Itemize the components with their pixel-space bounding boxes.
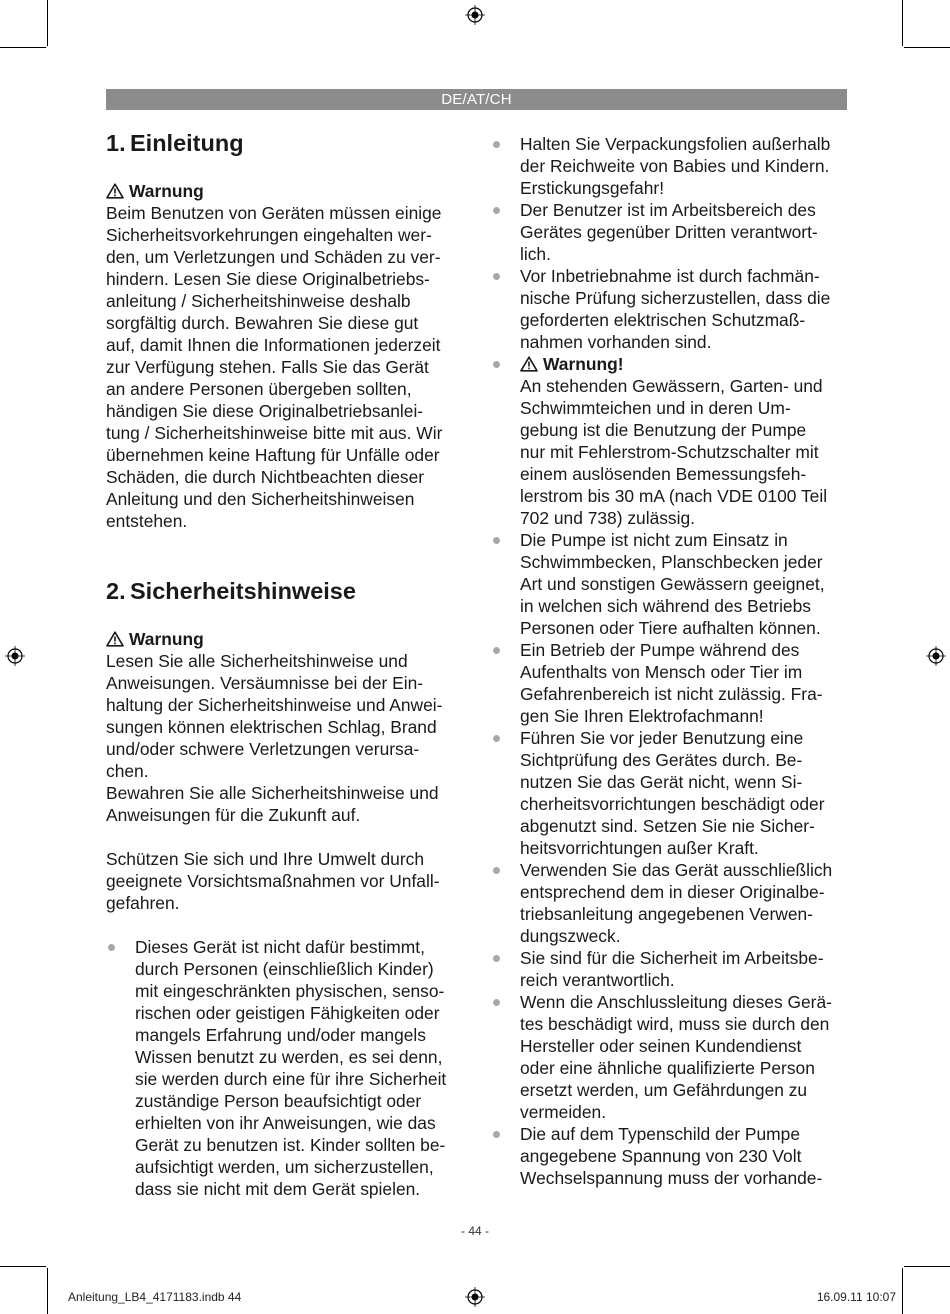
text-line: lerstrom bis 30 mA (nach VDE 0100 Teil [520, 486, 828, 506]
text-line: Dieses Gerät ist nicht dafür bestimmt, [135, 937, 425, 957]
text-line: Erstickungsgefahr! [520, 178, 665, 198]
text-line: Bewahren Sie alle Sicherheitshinweise und [106, 783, 439, 803]
text-line: Art und sonstigen Gewässern geeignet, [520, 574, 825, 594]
text-line: nahmen vorhanden sind. [520, 332, 712, 352]
bullet-dot-icon [493, 999, 500, 1006]
bullet-dot-icon [108, 944, 115, 951]
bullet-dot-icon [493, 273, 500, 280]
section-number: 2. [106, 578, 126, 604]
text-line: Anweisungen für die Zukunft auf. [106, 805, 361, 825]
text-line: tes beschädigt wird, muss sie durch den [520, 1014, 830, 1034]
text-line: zuständige Person beaufsichtigt oder [135, 1091, 422, 1111]
text-line: ersetzt werden, um Gefährdungen zu [520, 1080, 808, 1100]
text-line: vermeiden. [520, 1102, 607, 1122]
crop-mark [0, 1266, 46, 1267]
text-line: Sie sind für die Sicherheit im Arbeitsbe- [520, 948, 824, 968]
text-line: anleitung / Sicherheitshinweise deshalb [106, 291, 411, 311]
intro-paragraph [106, 202, 468, 532]
text-line: mit eingeschränkten physischen, senso- [135, 981, 445, 1001]
text-line: Verwenden Sie das Gerät ausschließlich [520, 860, 833, 880]
text-line: Halten Sie Verpackungsfolien außerhalb [520, 134, 831, 154]
bullet-dot-icon [493, 735, 500, 742]
bullet-dot-icon [493, 207, 500, 214]
text-line: händigen Sie diese Originalbetriebsanlei- [106, 401, 424, 421]
list-item [491, 991, 851, 1123]
text-line: in welchen sich während des Betriebs [520, 596, 811, 616]
bullet-dot-icon [493, 955, 500, 962]
text-line: reich verantwortlich. [520, 970, 675, 990]
text-line: zur Verfügung stehen. Falls Sie das Gerät [106, 357, 429, 377]
text-line: cherheitsvorrichtungen beschädigt oder [520, 794, 825, 814]
text-line: durch Personen (einschließlich Kinder) [135, 959, 434, 979]
text-line: nische Prüfung sicherzustellen, dass die [520, 288, 831, 308]
text-line: Anweisungen. Versäumnisse bei der Ein- [106, 673, 424, 693]
text-line: Vor Inbetriebnahme ist durch fachmän- [520, 266, 820, 286]
text-line: gefahren. [106, 893, 180, 913]
text-line: Anleitung und den Sicherheitshinweisen [106, 489, 415, 509]
text-line: lich. [520, 244, 551, 264]
text-line: Der Benutzer ist im Arbeitsbereich des [520, 200, 816, 220]
text-line: übernehmen keine Haftung für Unfälle oder [106, 445, 440, 465]
list-item [491, 353, 851, 529]
text-line: Wissen benutzt zu werden, es sei denn, [135, 1047, 443, 1067]
warning-heading [106, 180, 468, 202]
text-line: geeignete Vorsichtsmaßnahmen vor Unfall- [106, 871, 440, 891]
text-line: haltung der Sicherheitshinweise und Anwei- [106, 695, 443, 715]
warning-label: Warnung [129, 181, 204, 201]
text-line: der Reichweite von Babies und Kindern. [520, 156, 830, 176]
text-line: mangels Erfahrung und/oder mangels [135, 1025, 426, 1045]
text-line: triebsanleitung angegebenen Verwen- [520, 904, 813, 924]
registration-mark-icon [926, 646, 946, 666]
safety-paragraph [106, 848, 468, 914]
text-line: Sichtprüfung des Gerätes durch. Be- [520, 750, 803, 770]
crop-mark [47, 0, 48, 46]
list-item [491, 1123, 851, 1189]
text-line: auf, damit Ihnen die Informationen jederzeit [106, 335, 441, 355]
text-line: Hersteller oder seinen Kundendienst [520, 1036, 802, 1056]
bullet-dot-icon [493, 141, 500, 148]
section-heading [106, 576, 468, 606]
text-line: Schwimmteichen und in deren Um- [520, 398, 791, 418]
list-item [491, 133, 851, 199]
text-line: sorgfältig durch. Bewahren Sie diese gut [106, 313, 419, 333]
warning-triangle-icon [106, 183, 124, 199]
right-column [491, 133, 851, 1189]
warning-heading [106, 628, 468, 650]
text-line: gebung ist die Benutzung der Pumpe [520, 420, 807, 440]
text-line: entsprechend dem in dieser Originalbe- [520, 882, 825, 902]
warning-label: Warnung! [543, 354, 624, 374]
text-line: dass sie nicht mit dem Gerät spielen. [135, 1179, 421, 1199]
text-line: aufsichtigt werden, um sicherzustellen, [135, 1157, 434, 1177]
list-item [491, 265, 851, 353]
text-line: Führen Sie vor jeder Benutzung eine [520, 728, 804, 748]
text-line: tung / Sicherheitshinweise bitte mit aus. Wir [106, 423, 443, 443]
text-line: Gerätes gegenüber Dritten verantwort- [520, 222, 818, 242]
list-item [491, 947, 851, 991]
crop-mark [0, 47, 46, 48]
text-line: heitsvorrichtungen außer Kraft. [520, 838, 759, 858]
crop-mark [902, 0, 903, 46]
text-line: Die auf dem Typenschild der Pumpe [520, 1124, 801, 1144]
list-item [491, 529, 851, 639]
file-name: Anleitung_LB4_4171183.indb 44 [68, 1290, 242, 1304]
text-line: dungszweck. [520, 926, 621, 946]
section-number: 1. [106, 130, 126, 156]
warning-label: Warnung [129, 629, 204, 649]
section-heading [106, 128, 468, 158]
text-line: Personen oder Tiere aufhalten können. [520, 618, 821, 638]
text-line: Schützen Sie sich und Ihre Umwelt durch [106, 849, 425, 869]
text-line: Schwimmbecken, Planschbecken jeder [520, 552, 823, 572]
text-line: an andere Personen übergeben sollten, [106, 379, 412, 399]
text-line: Beim Benutzen von Geräten müssen einige [106, 203, 442, 223]
text-line: Ein Betrieb der Pumpe während des [520, 640, 800, 660]
text-line: den, um Verletzungen und Schäden zu ver- [106, 247, 441, 267]
bullet-dot-icon [493, 867, 500, 874]
registration-mark-icon [465, 1287, 485, 1307]
left-column [106, 128, 468, 1200]
crop-mark [904, 1266, 950, 1267]
registration-mark-icon [5, 646, 25, 666]
bullet-list [491, 133, 851, 1189]
bullet-list [106, 936, 468, 1200]
text-line: erhielten von ihr Anweisungen, wie das [135, 1113, 436, 1133]
crop-mark [47, 1268, 48, 1314]
crop-mark [904, 47, 950, 48]
warning-heading [520, 353, 851, 375]
text-line: Lesen Sie alle Sicherheitshinweise und [106, 651, 408, 671]
text-line: oder eine ähnliche qualifizierte Person [520, 1058, 815, 1078]
text-line: sie werden durch eine für ihre Sicherheit [135, 1069, 447, 1089]
text-line: Schäden, die durch Nichtbeachten dieser [106, 467, 425, 487]
text-line: Wechselspannung muss der vorhande- [520, 1168, 823, 1188]
text-line: entstehen. [106, 511, 188, 531]
list-item [491, 639, 851, 727]
text-line: Aufenthalts von Mensch oder Tier im [520, 662, 803, 682]
text-line: nutzen Sie das Gerät nicht, wenn Si- [520, 772, 803, 792]
text-line: An stehenden Gewässern, Garten- und [520, 376, 823, 396]
bullet-dot-icon [493, 537, 500, 544]
text-line: abgenutzt sind. Setzen Sie nie Sicher- [520, 816, 815, 836]
registration-mark-icon [465, 5, 485, 25]
page-number: - 44 - [460, 1224, 489, 1238]
safety-paragraph [106, 782, 468, 826]
list-item [106, 936, 468, 1200]
crop-mark [902, 1268, 903, 1314]
bullet-dot-icon [493, 1131, 500, 1138]
list-item [491, 859, 851, 947]
text-line: einem auslösenden Bemessungsfeh- [520, 464, 807, 484]
text-line: nur mit Fehlerstrom-Schutzschalter mit [520, 442, 819, 462]
list-item [491, 199, 851, 265]
text-line: geforderten elektrischen Schutzmaß- [520, 310, 806, 330]
text-line: Die Pumpe ist nicht zum Einsatz in [520, 530, 788, 550]
text-line: sungen können elektrischen Schlag, Brand [106, 717, 437, 737]
text-line: Gerät zu benutzen ist. Kinder sollten be- [135, 1135, 446, 1155]
text-line: Wenn die Anschlussleitung dieses Gerä- [520, 992, 832, 1012]
text-line: rischen oder geistigen Fähigkeiten oder [135, 1003, 440, 1023]
text-line: angegebene Spannung von 230 Volt [520, 1146, 802, 1166]
text-line: 702 und 738) zulässig. [520, 508, 695, 528]
text-line: Gefahrenbereich ist nicht zulässig. Fra- [520, 684, 823, 704]
warning-triangle-icon [520, 356, 538, 372]
section-title: Sicherheitshinweise [130, 578, 356, 604]
bullet-dot-icon [493, 647, 500, 654]
language-bar: DE/AT/CH [106, 89, 847, 110]
text-line: gen Sie Ihren Elektrofachmann! [520, 706, 764, 726]
text-line: chen. [106, 761, 149, 781]
warning-triangle-icon [106, 631, 124, 647]
print-date: 16.09.11 10:07 [816, 1290, 896, 1304]
text-line: und/oder schwere Verletzungen verursa- [106, 739, 420, 759]
bullet-dot-icon [493, 361, 500, 368]
text-line: hindern. Lesen Sie diese Originalbetriebs- [106, 269, 430, 289]
section-title: Einleitung [130, 130, 244, 156]
safety-paragraph [106, 650, 468, 782]
list-item [491, 727, 851, 859]
text-line: Sicherheitsvorkehrungen eingehalten wer- [106, 225, 432, 245]
